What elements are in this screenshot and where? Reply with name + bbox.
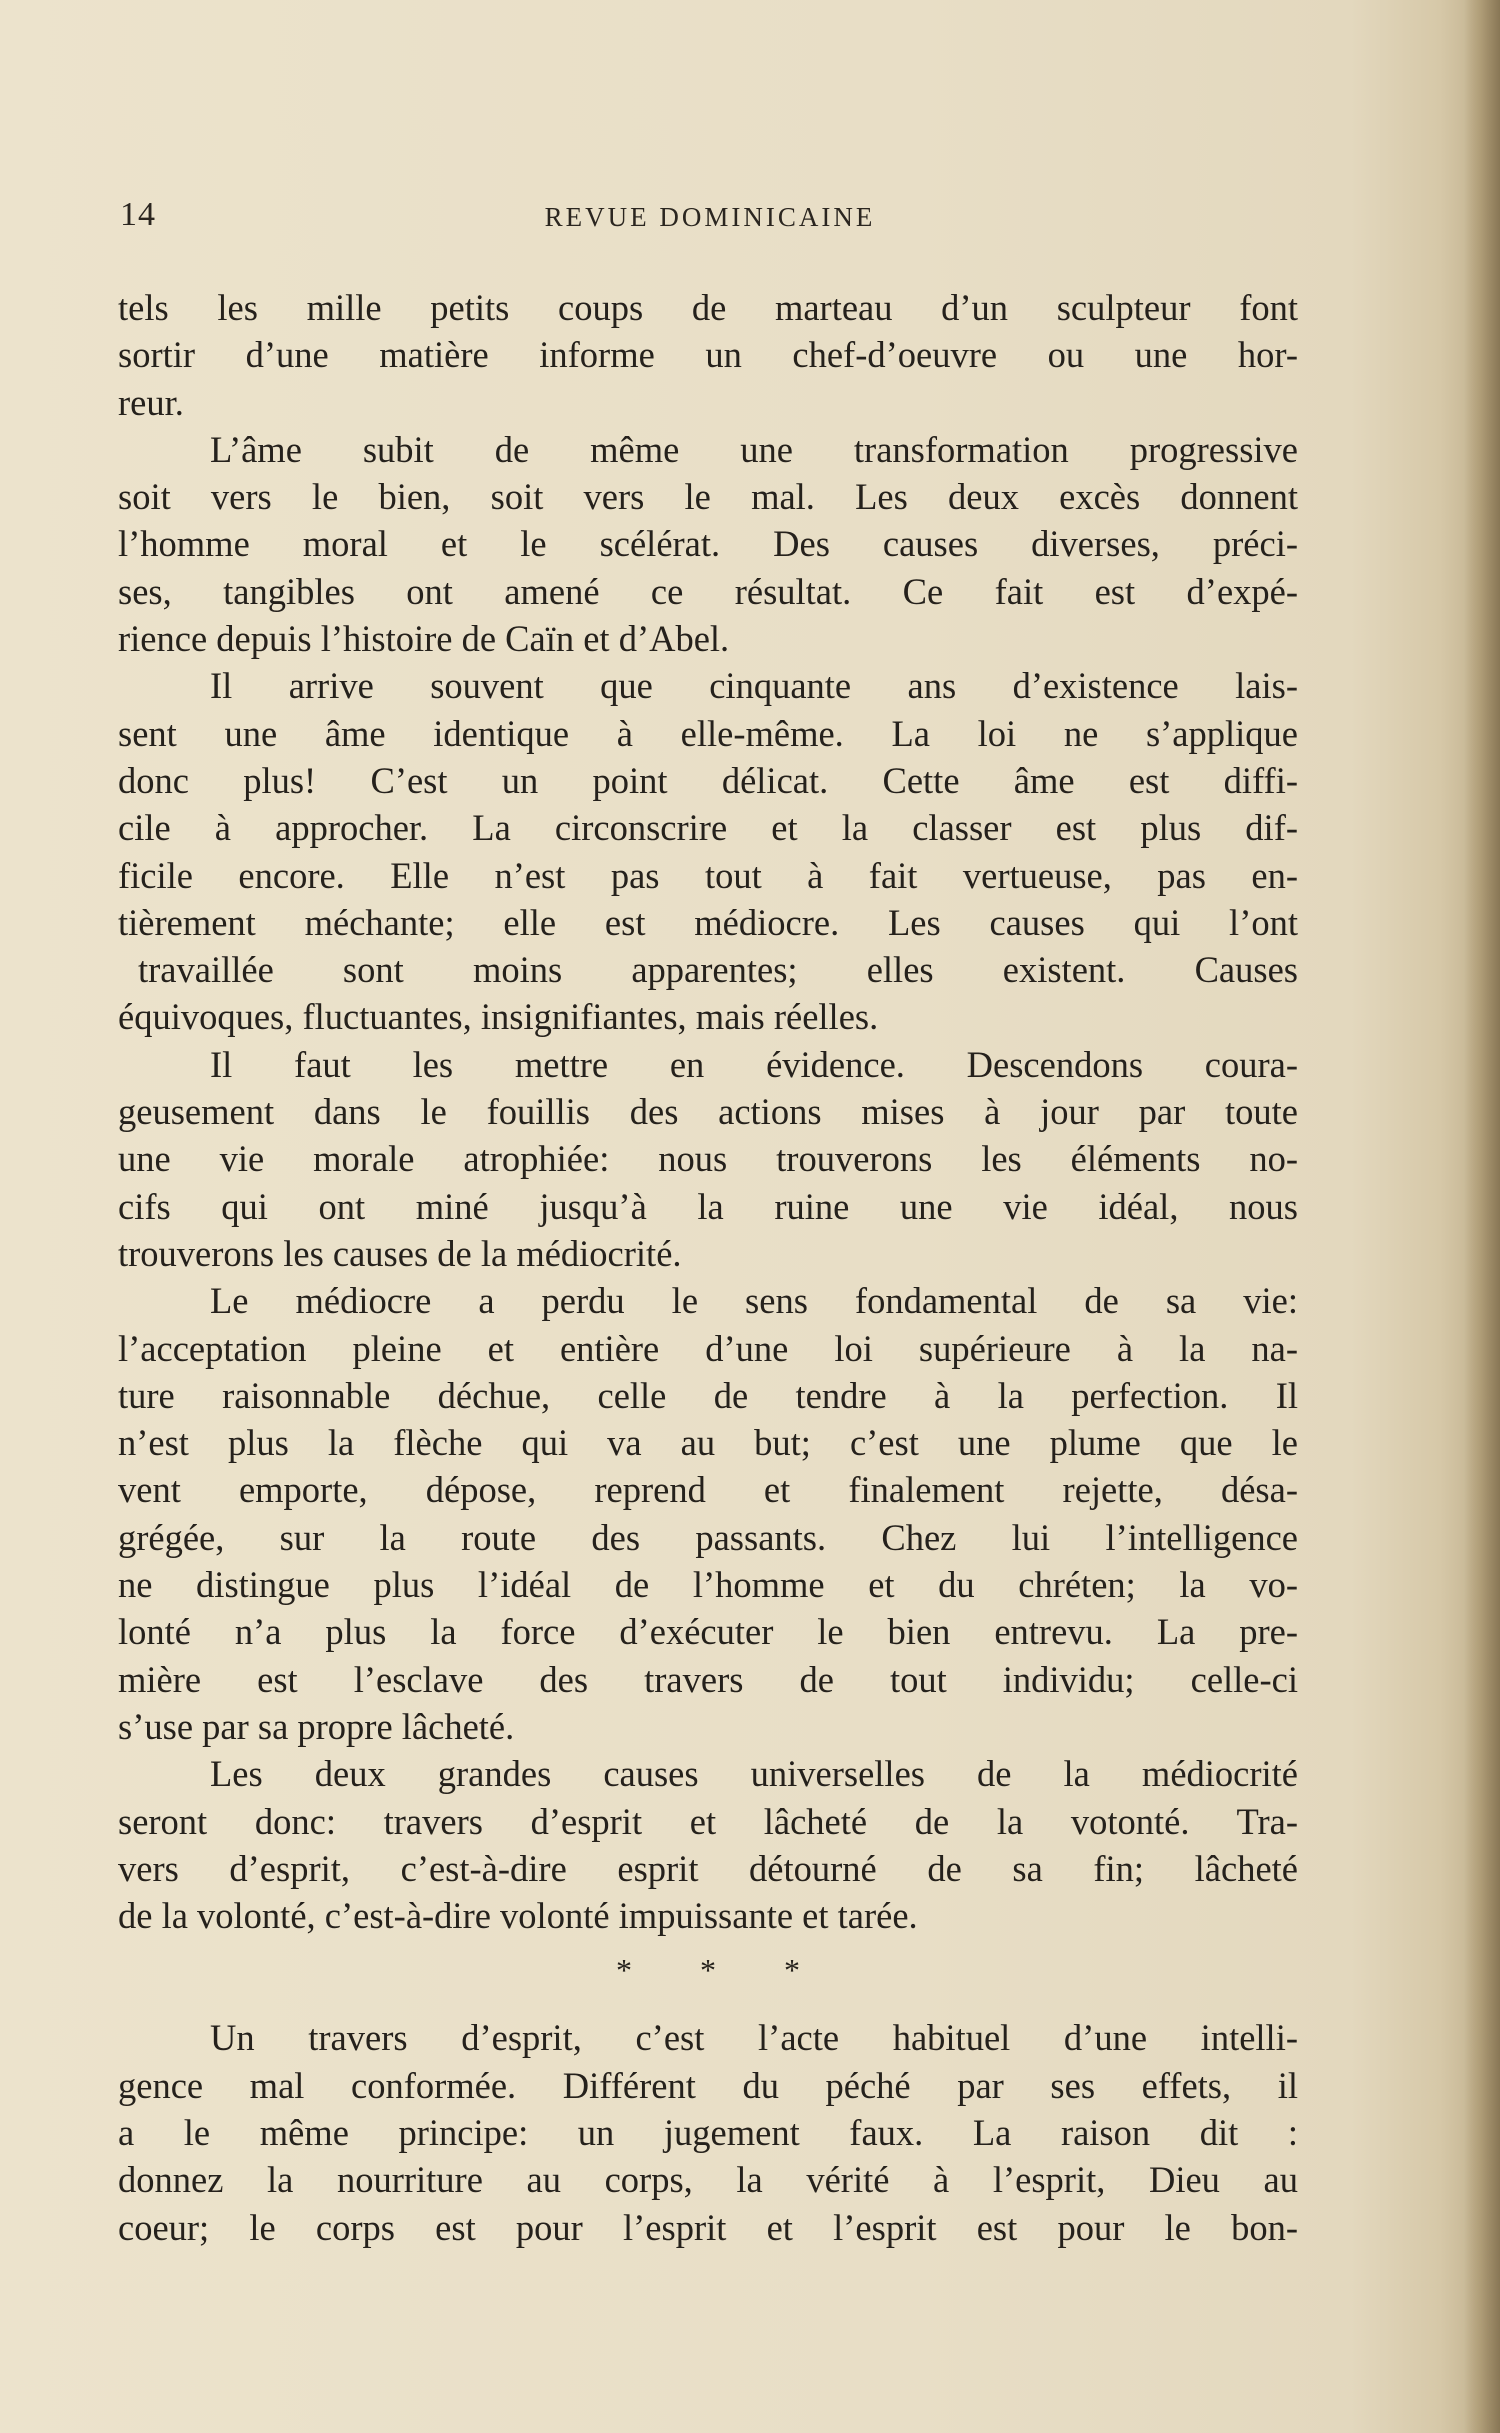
text-line: vent emporte, dépose, reprend et finalement rejette, désa- <box>118 1469 1298 1511</box>
text-line: s’use par sa propre lâcheté. <box>118 1705 515 1747</box>
text-line: Les deux grandes causes universelles de la médiocrité <box>210 1753 1298 1795</box>
text-line: a le même principe: un jugement faux. La raison dit : <box>118 2111 1298 2153</box>
text-line: de la volonté, c’est-à-dire volonté impuissante et tarée. <box>118 1895 918 1937</box>
text-line: une vie morale atrophiée: nous trouverons les éléments no- <box>118 1138 1298 1180</box>
text-line: Il faut les mettre en évidence. Descendons coura- <box>210 1043 1298 1085</box>
text-line: l’acceptation pleine et entière d’une loi supérieure à la na- <box>118 1327 1298 1369</box>
text-line: n’est plus la flèche qui va au but; c’est une plume que le <box>118 1422 1298 1464</box>
text-line: sortir d’une matière informe un chef-d’oeuvre ou une hor- <box>118 334 1298 376</box>
text-line: lonté n’a plus la force d’exécuter le bien entrevu. La pre- <box>118 1611 1298 1653</box>
text-line: Le médiocre a perdu le sens fondamental de sa vie: <box>210 1280 1298 1322</box>
text-line: soit vers le bien, soit vers le mal. Les deux excès donnent <box>118 476 1298 518</box>
paragraph-5 <box>118 1277 1298 1750</box>
text-line: rience depuis l’histoire de Caïn et d’Abel. <box>118 618 730 660</box>
text-line: reur. <box>118 381 184 423</box>
journal-title: REVUE DOMINICAINE <box>544 202 876 232</box>
text-line: geusement dans le fouillis des actions mises à jour par toute <box>118 1091 1298 1133</box>
paragraph-3 <box>118 662 1298 1040</box>
text-line: tels les mille petits coups de marteau d’un sculpteur font <box>118 287 1298 328</box>
text-line: coeur; le corps est pour l’esprit et l’esprit est pour le bon- <box>118 2206 1298 2248</box>
running-head <box>120 196 1300 236</box>
text-line: donnez la nourriture au corps, la vérité à l’esprit, Dieu au <box>118 2159 1298 2201</box>
page-edge-shadow <box>1464 0 1500 2433</box>
paragraph-1 <box>118 284 1298 426</box>
asterism-divider: * * * <box>616 1952 830 1989</box>
text-line: ses, tangibles ont amené ce résultat. Ce fait est d’expé- <box>118 570 1298 612</box>
text-line: Il arrive souvent que cinquante ans d’existence lais- <box>210 665 1298 707</box>
text-line: vers d’esprit, c’est-à-dire esprit détourné de sa fin; lâcheté <box>118 1847 1298 1889</box>
text-line: cifs qui ont miné jusqu’à la ruine une vie idéal, nous <box>118 1185 1298 1227</box>
paragraph-4 <box>118 1041 1298 1277</box>
text-line: seront donc: travers d’esprit et lâcheté de la votonté. Tra- <box>118 1800 1298 1842</box>
text-line: L’âme subit de même une transformation progressive <box>210 428 1298 470</box>
text-line: Un travers d’esprit, c’est l’acte habituel d’une intelli- <box>210 2017 1298 2059</box>
text-line: tièrement méchante; elle est médiocre. Les causes qui l’ont <box>118 901 1298 943</box>
text-line: grégée, sur la route des passants. Chez lui l’intelligence <box>118 1516 1298 1558</box>
paragraph-6 <box>118 1750 1298 1939</box>
body-text <box>118 284 1298 2251</box>
paragraph-7 <box>118 2014 1298 2250</box>
text-line: sent une âme identique à elle-même. La loi ne s’applique <box>118 712 1298 754</box>
text-line: équivoques, fluctuantes, insignifiantes, mais réelles. <box>118 996 879 1038</box>
text-line: gence mal conformée. Différent du péché par ses effets, il <box>118 2064 1298 2106</box>
text-line: cile à approcher. La circonscrire et la classer est plus dif- <box>118 807 1298 849</box>
text-line: donc plus! C’est un point délicat. Cette âme est diffi- <box>118 759 1298 801</box>
text-line: l’homme moral et le scélérat. Des causes diverses, préci- <box>118 523 1298 565</box>
text-line: ne distingue plus l’idéal de l’homme et du chréten; la vo- <box>118 1564 1298 1606</box>
text-line: ture raisonnable déchue, celle de tendre à la perfection. Il <box>118 1374 1298 1416</box>
text-line: trouverons les causes de la médiocrité. <box>118 1232 682 1274</box>
text-line: travaillée sont moins apparentes; elles existent. Causes <box>138 949 1298 991</box>
text-line: ficile encore. Elle n’est pas tout à fait vertueuse, pas en- <box>118 854 1298 896</box>
section-break <box>118 1939 1298 2014</box>
paragraph-2 <box>118 426 1298 662</box>
text-line: mière est l’esclave des travers de tout individu; celle-ci <box>118 1658 1298 1700</box>
page-number: 14 <box>120 196 156 233</box>
